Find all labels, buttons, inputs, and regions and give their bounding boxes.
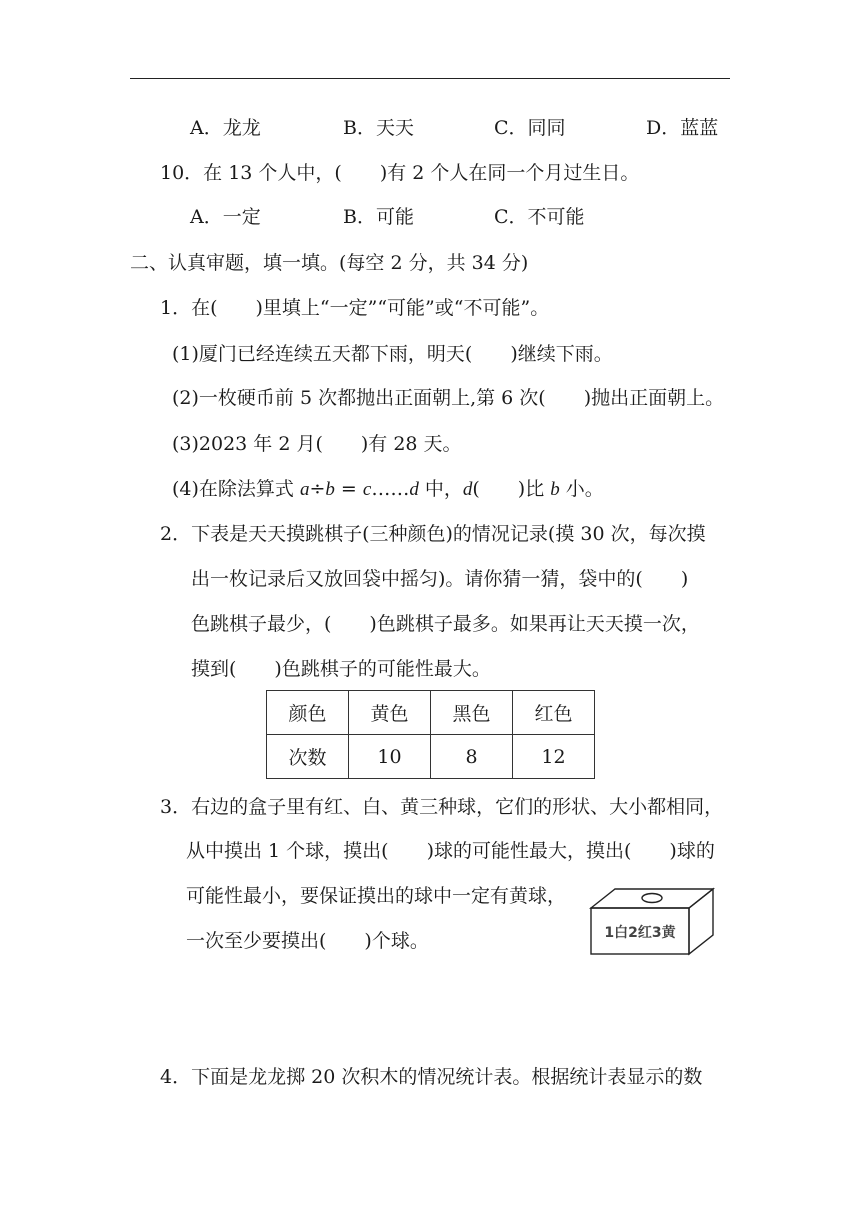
q10-option-a: A．一定	[190, 206, 261, 228]
table-cell: 10	[349, 735, 431, 779]
q1-stem: 1．在( )里填上“一定”“可能”或“不可能”。	[160, 297, 550, 319]
q9-option-d: D．蓝蓝	[646, 117, 719, 139]
q9-option-c: C．同同	[494, 117, 566, 139]
q3-line2: 从中摸出 1 个球，摸出( )球的可能性最大，摸出( )球的	[186, 840, 715, 862]
table-cell: 次数	[267, 735, 349, 779]
q1-part4-blank: ( )比	[472, 478, 551, 500]
q1-part1: (1)厦门已经连续五天都下雨，明天( )继续下雨。	[172, 343, 613, 365]
table-header-row	[267, 691, 595, 735]
division-sign: ÷	[309, 478, 326, 500]
q3-line4: 一次至少要摸出( )个球。	[186, 930, 429, 952]
count-table	[266, 690, 595, 779]
box-opening	[642, 894, 662, 903]
box-label: 1白2红3黄	[604, 925, 676, 941]
q2-line4: 摸到( )色跳棋子的可能性最大。	[191, 658, 491, 680]
table-row	[267, 735, 595, 779]
q10-option-b: B．可能	[343, 206, 414, 228]
q1-part4-end: 小。	[559, 478, 604, 500]
var-d: d	[409, 479, 419, 500]
q9-option-b: B．天天	[343, 117, 414, 139]
var-c: c	[362, 479, 372, 500]
var-a: a	[299, 479, 310, 500]
q10-text: 10．在 13 个人中，( )有 2 个人在同一个月过生日。	[160, 162, 640, 184]
q2-line2: 出一枚记录后又放回袋中摇匀)。请你猜一猜，袋中的( )	[191, 568, 689, 590]
table-cell: 红色	[513, 691, 595, 735]
q1-part4	[172, 477, 604, 502]
remainder-dots: ……	[371, 478, 410, 500]
q2-line1: 2．下表是天天摸跳棋子(三种颜色)的情况记录(摸 30 次，每次摸	[160, 523, 706, 545]
ball-box-illustration	[588, 886, 716, 956]
header-rule	[130, 78, 730, 79]
q1-part4-prefix: (4)在除法算式	[172, 478, 300, 500]
table-cell: 黄色	[349, 691, 431, 735]
var-d-2: d	[462, 479, 473, 500]
table-cell: 8	[431, 735, 513, 779]
q10-option-c: C．不可能	[494, 206, 585, 228]
var-b-2: b	[550, 479, 560, 500]
table-cell: 颜色	[267, 691, 349, 735]
q1-part4-mid: 中，	[418, 478, 463, 500]
q9-option-a: A．龙龙	[190, 117, 261, 139]
section-heading: 二、认真审题，填一填。(每空 2 分，共 34 分)	[130, 252, 529, 274]
q3-line3: 可能性最小，要保证摸出的球中一定有黄球，	[186, 885, 567, 907]
q2-line3: 色跳棋子最少，( )色跳棋子最多。如果再让天天摸一次，	[191, 613, 700, 635]
q3-line1: 3．右边的盒子里有红、白、黄三种球，它们的形状、大小都相同，	[160, 796, 724, 818]
var-b: b	[325, 479, 335, 500]
table-cell: 黑色	[431, 691, 513, 735]
table-cell: 12	[513, 735, 595, 779]
q4-line1: 4．下面是龙龙掷 20 次积木的情况统计表。根据统计表显示的数	[160, 1066, 703, 1088]
q1-part3: (3)2023 年 2 月( )有 28 天。	[172, 433, 462, 455]
equals-sign: =	[334, 478, 363, 500]
q1-part2: (2)一枚硬币前 5 次都抛出正面朝上,第 6 次( )抛出正面朝上。	[172, 387, 725, 409]
